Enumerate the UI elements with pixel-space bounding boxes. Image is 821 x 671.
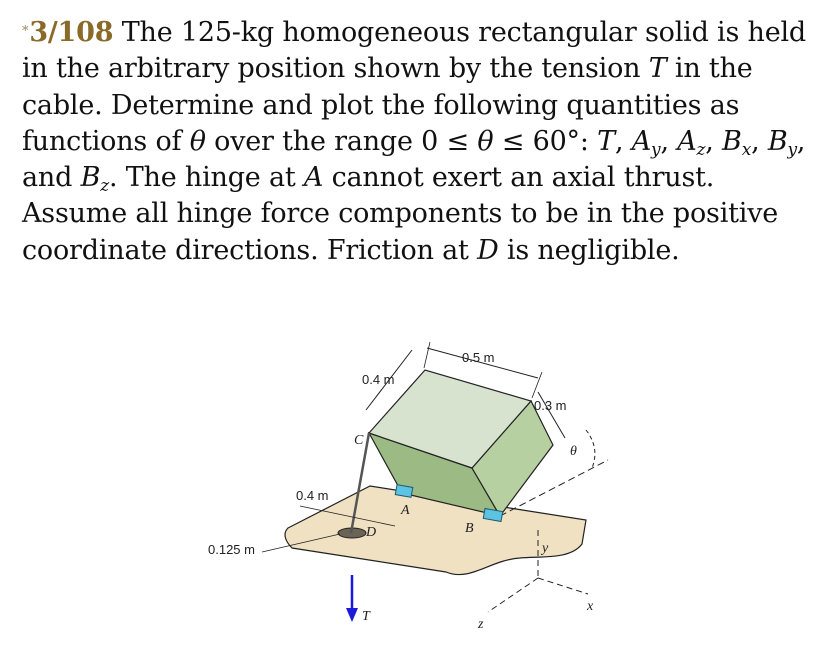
figure-diagram — [0, 320, 821, 671]
angle-label-theta: θ — [570, 444, 577, 459]
problem-text-part: over the range 0 ≤ — [205, 125, 478, 157]
axis-label-z: z — [478, 617, 484, 632]
var-theta: θ — [189, 125, 206, 157]
var-t: T — [648, 53, 667, 85]
dim-label-05: 0.5 m — [462, 350, 495, 365]
problem-text-part: is negligible. — [498, 234, 680, 266]
dim-ext-05a — [424, 342, 430, 368]
problem-text-part: ≤ 60°: — [493, 125, 598, 157]
z-axis — [488, 578, 538, 612]
problem-text-part: . The hinge at — [108, 162, 304, 194]
star-icon: * — [22, 24, 29, 39]
problem-text-part: cannot exert an axial thrust. Assume all hinge force components to be in the positive coordinate directions. Friction at — [22, 162, 779, 266]
theta-arc — [586, 430, 595, 468]
var-bx: $B_x$ — [722, 125, 752, 160]
var-a: A — [303, 162, 324, 194]
var-by: $B_y$ — [767, 125, 797, 160]
hinge-a — [395, 485, 412, 498]
problem-statement: *3/108 The 125-kg homogeneous rectangular solid is held in the arbitrary position shown by the tension T in the cable. Determine and plot the following quantities as functions of θ over the range 0 ≤ θ ≤ 60°: T, $A_y$, $A_z$, $B_x$, $B_y$, and $B_z$. The hinge at A cannot exert an axial thrust. Assume all hinge force components to be in the positive coordinate directions. Friction at D is negligible. — [22, 17, 807, 266]
axis-label-y: y — [542, 541, 549, 556]
point-label-c: C — [354, 433, 364, 448]
dim-label-04-top: 0.4 m — [362, 372, 395, 387]
force-label-t: T — [362, 609, 370, 624]
dim-ext-05b — [532, 372, 542, 398]
point-label-d: D — [366, 525, 377, 540]
var-t: T — [597, 125, 615, 157]
dim-label-03: 0.3 m — [534, 398, 567, 413]
problem-text-part: , and — [22, 125, 806, 194]
var-az: $A_z$ — [677, 125, 706, 160]
dim-label-04-left: 0.4 m — [296, 488, 329, 503]
var-ay: $A_y$ — [631, 125, 661, 160]
problem-number: 3/108 — [29, 17, 114, 48]
point-label-a: A — [401, 503, 410, 518]
problem-text-part: in the cable. Determine and plot the following quantities as functions of — [22, 53, 753, 157]
var-d: D — [477, 234, 499, 266]
tension-arrow-head — [346, 608, 358, 622]
x-axis — [538, 578, 588, 594]
dim-label-0125: 0.125 m — [208, 542, 255, 557]
point-label-b: B — [465, 521, 474, 536]
problem-text-part: The 125-kg homogeneous rectangular solid is held in the arbitrary position shown by the tension — [22, 17, 807, 85]
axis-label-x: x — [587, 599, 594, 614]
var-bz: $B_z$ — [80, 162, 109, 197]
var-theta: θ — [477, 125, 494, 157]
